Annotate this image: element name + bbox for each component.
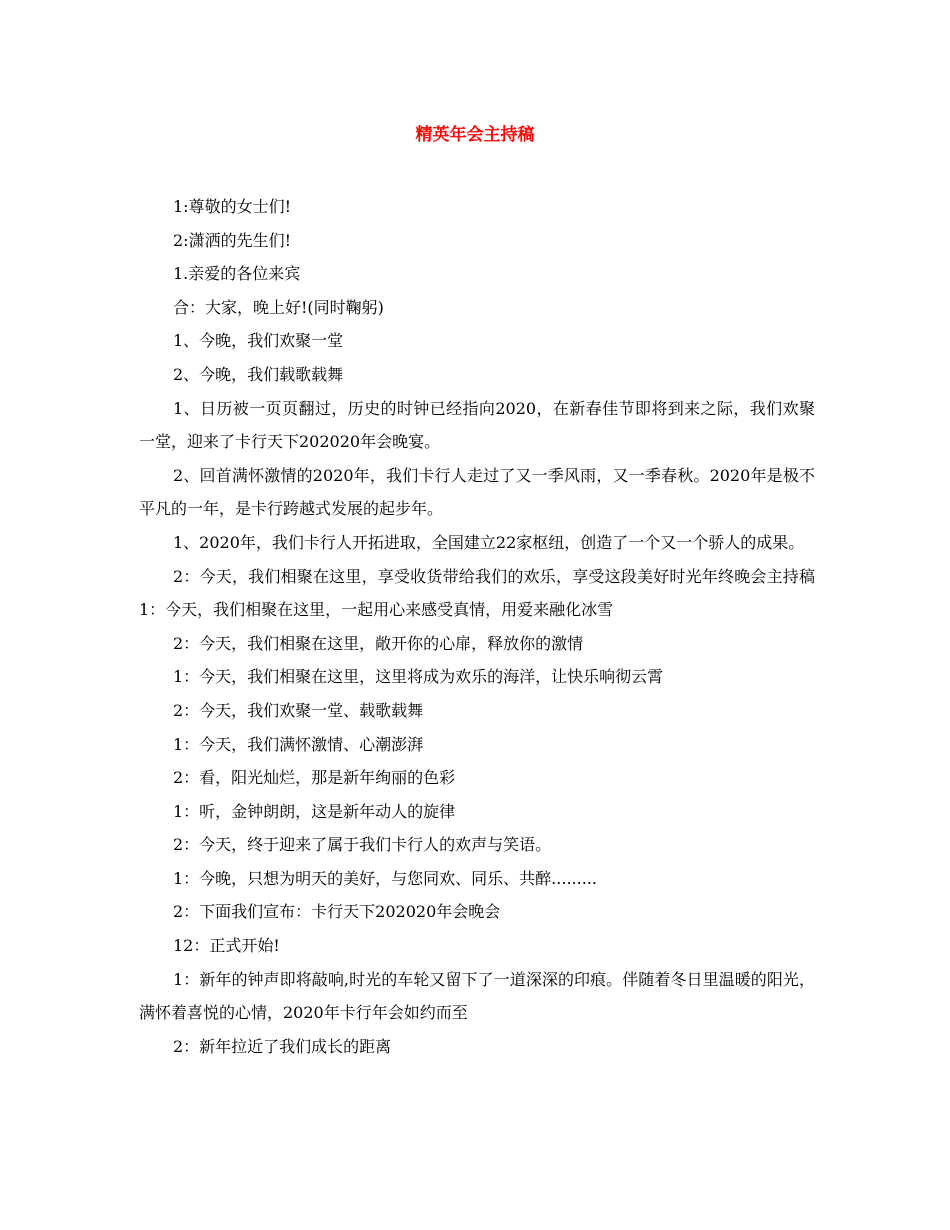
paragraph: 2、回首满怀激情的2020年，我们卡行人走过了又一季风雨，又一季春秋。2020年是极不平凡的一年，是卡行跨越式发展的起步年。 xyxy=(139,465,815,519)
paragraph: 1：今天，我们满怀激情、心潮澎湃 xyxy=(173,734,424,754)
paragraph: 2：今天，终于迎来了属于我们卡行人的欢声与笑语。 xyxy=(173,835,552,855)
document-title: 精英年会主持稿 xyxy=(415,125,535,145)
paragraph: 合：大家，晚上好!(同时鞠躬) xyxy=(173,297,384,317)
paragraph: 1.亲爱的各位来宾 xyxy=(173,264,301,284)
document-body xyxy=(139,190,815,1063)
paragraph: 1：今晚，只想为明天的美好，与您同欢、同乐、共醉......... xyxy=(173,868,597,888)
paragraph: 12：正式开始! xyxy=(173,936,280,956)
paragraph: 1：新年的钟声即将敲响,时光的车轮又留下了一道深深的印痕。伴随着冬日里温暖的阳光，满怀着喜悦的心情，2020年卡行年会如约而至 xyxy=(139,969,815,1023)
paragraph: 2：看，阳光灿烂，那是新年绚丽的色彩 xyxy=(173,768,456,788)
paragraph: 1:尊敬的女士们! xyxy=(173,197,292,216)
paragraph: 1：今天，我们相聚在这里，这里将成为欢乐的海洋，让快乐响彻云霄 xyxy=(173,667,664,687)
paragraph: 2：今天，我们相聚在这里，敞开你的心扉，释放你的激情 xyxy=(173,633,584,653)
paragraph: 2：新年拉近了我们成长的距离 xyxy=(173,1036,392,1056)
paragraph: 2、今晚，我们载歌载舞 xyxy=(173,364,344,384)
paragraph: 2:潇洒的先生们! xyxy=(173,230,292,250)
paragraph: 1、2020年，我们卡行人开拓进取，全国建立22家枢纽，创造了一个又一个骄人的成果。 xyxy=(173,532,805,552)
paragraph: 1：听，金钟朗朗，这是新年动人的旋律 xyxy=(173,801,456,821)
paragraph: 2：今天，我们相聚在这里，享受收货带给我们的欢乐，享受这段美好时光年终晚会主持稿1：今天，我们相聚在这里，一起用心来感受真情，用爱来融化冰雪 xyxy=(139,566,815,620)
paragraph: 1、今晚，我们欢聚一堂 xyxy=(173,331,344,351)
paragraph: 2：下面我们宣布：卡行天下202020年会晚会 xyxy=(173,902,501,922)
paragraph: 2：今天，我们欢聚一堂、载歌载舞 xyxy=(173,700,424,720)
paragraph: 1、日历被一页页翻过，历史的时钟已经指向2020，在新春佳节即将到来之际，我们欢聚一堂，迎来了卡行天下202020年会晚宴。 xyxy=(139,398,815,452)
